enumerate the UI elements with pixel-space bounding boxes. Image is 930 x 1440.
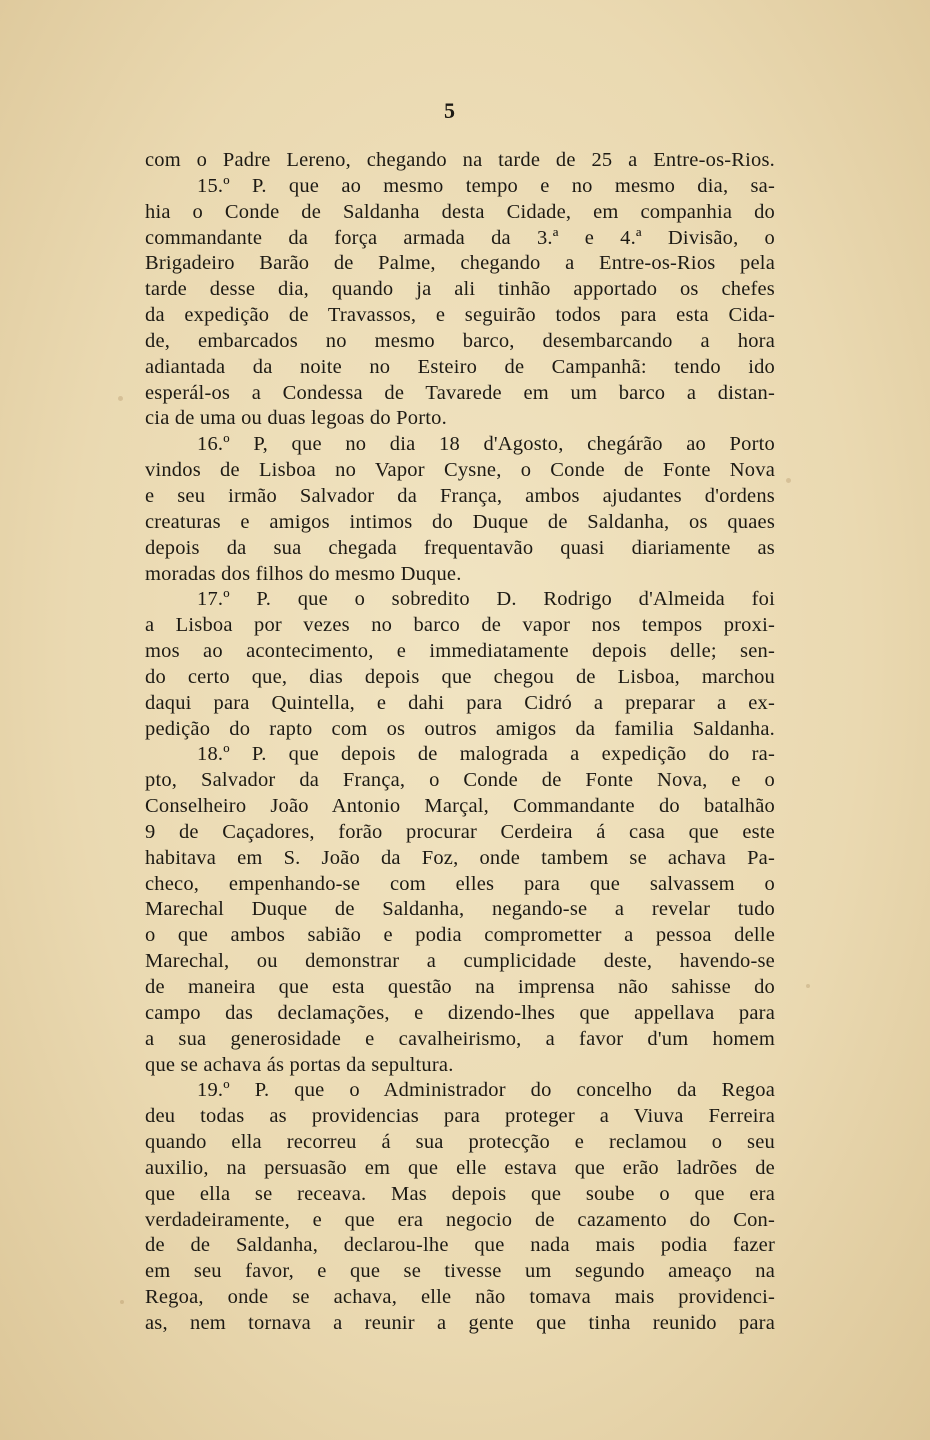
- text-line: o que ambos sabião e podia comprometter a pessoa delle: [145, 924, 775, 947]
- paper-stain: [118, 396, 123, 401]
- text-line: deu todas as providencias para proteger a Viuva Ferreira: [145, 1105, 775, 1128]
- text-line: pedição do rapto com os outros amigos da familia Saldanha.: [145, 717, 775, 740]
- text-line: auxilio, na persuasão em que elle estava que erão ladrões de: [145, 1156, 775, 1179]
- page-number: 5: [444, 98, 455, 123]
- text-line: Regoa, onde se achava, elle não tomava mais providenci-: [145, 1286, 775, 1309]
- text-line: campo das declamações, e dizendo-lhes que appellava para: [145, 1001, 775, 1024]
- paragraph-18-start: 18.º P. que depois de malograda a expedição do ra-: [197, 743, 775, 766]
- text-line: Marechal Duque de Saldanha, negando-se a revelar tudo: [145, 898, 775, 921]
- text-line: cia de uma ou duas legoas do Porto.: [145, 407, 447, 430]
- text-line: da expedição de Travassos, e seguirão todos para esta Cida-: [145, 304, 775, 327]
- text-line: habitava em S. João da Foz, onde tambem se achava Pa-: [145, 846, 775, 869]
- paragraph-15-start: 15.º P. que ao mesmo tempo e no mesmo dia, sa-: [197, 174, 775, 197]
- text-line: que se achava ás portas da sepultura.: [145, 1053, 454, 1076]
- text-line: as, nem tornava a reunir a gente que tinha reunido para: [145, 1311, 775, 1334]
- text-line: em seu favor, e que se tivesse um segundo ameaço na: [145, 1260, 775, 1283]
- text-line: a sua generosidade e cavalheirismo, a favor d'um homem: [145, 1027, 775, 1050]
- text-line: hia o Conde de Saldanha desta Cidade, em companhia do: [145, 200, 775, 223]
- text-line: moradas dos filhos do mesmo Duque.: [145, 562, 462, 585]
- text-line: vindos de Lisboa no Vapor Cysne, o Conde de Fonte Nova: [145, 459, 775, 482]
- text-line: 9 de Caçadores, forão procurar Cerdeira á casa que este: [145, 820, 775, 843]
- text-line: verdadeiramente, e que era negocio de cazamento do Con-: [145, 1208, 775, 1231]
- text-line: com o Padre Lereno, chegando na tarde de 25 a Entre-os-Rios.: [145, 149, 775, 171]
- text-line: Conselheiro João Antonio Marçal, Commandante do batalhão: [145, 795, 775, 818]
- text-line: que ella se receava. Mas depois que soube o que era: [145, 1182, 775, 1205]
- text-line: a Lisboa por vezes no barco de vapor nos tempos proxi-: [145, 614, 775, 637]
- paragraph-17-start: 17.º P. que o sobredito D. Rodrigo d'Almeida foi: [197, 588, 775, 611]
- text-line: mos ao acontecimento, e immediatamente depois delle; sen-: [145, 640, 775, 663]
- text-line: do certo que, dias depois que chegou de Lisboa, marchou: [145, 665, 775, 688]
- paragraph-16-start: 16.º P, que no dia 18 d'Agosto, chegárão ao Porto: [197, 433, 775, 456]
- text-line: Brigadeiro Barão de Palme, chegando a Entre-os-Rios pela: [145, 252, 775, 275]
- paper-stain: [806, 984, 810, 988]
- text-line: depois da sua chegada frequentavão quasi diariamente as: [145, 536, 775, 559]
- text-line: pto, Salvador da França, o Conde de Fonte Nova, e o: [145, 769, 775, 792]
- text-line: de, embarcados no mesmo barco, desembarcando a hora: [145, 329, 775, 352]
- paragraph-19-start: 19.º P. que o Administrador do concelho da Regoa: [197, 1079, 775, 1102]
- text-line: creaturas e amigos intimos do Duque de Saldanha, os quaes: [145, 510, 775, 533]
- text-line: de maneira que esta questão na imprensa não sahisse do: [145, 976, 775, 998]
- body-text: [145, 148, 775, 1337]
- text-line: e seu irmão Salvador da França, ambos ajudantes d'ordens: [145, 484, 775, 507]
- text-line: Marechal, ou demonstrar a cumplicidade deste, havendo-se: [145, 950, 775, 973]
- paper-stain: [786, 478, 791, 483]
- text-line: commandante da força armada da 3.ª e 4.ª Divisão, o: [145, 226, 775, 249]
- text-line: adiantada da noite no Esteiro de Campanhã: tendo ido: [145, 355, 775, 378]
- text-line: de de Saldanha, declarou-lhe que nada mais podia fazer: [145, 1234, 775, 1257]
- text-line: daqui para Quintella, e dahi para Cidró a preparar a ex-: [145, 691, 775, 714]
- text-line: checo, empenhando-se com elles para que salvassem o: [145, 872, 775, 895]
- text-line: quando ella recorreu á sua protecção e reclamou o seu: [145, 1131, 775, 1154]
- text-line: tarde desse dia, quando ja ali tinhão apportado os chefes: [145, 278, 775, 301]
- text-line: esperál-os a Condessa de Tavarede em um barco a distan-: [145, 381, 775, 404]
- paper-stain: [120, 1300, 124, 1304]
